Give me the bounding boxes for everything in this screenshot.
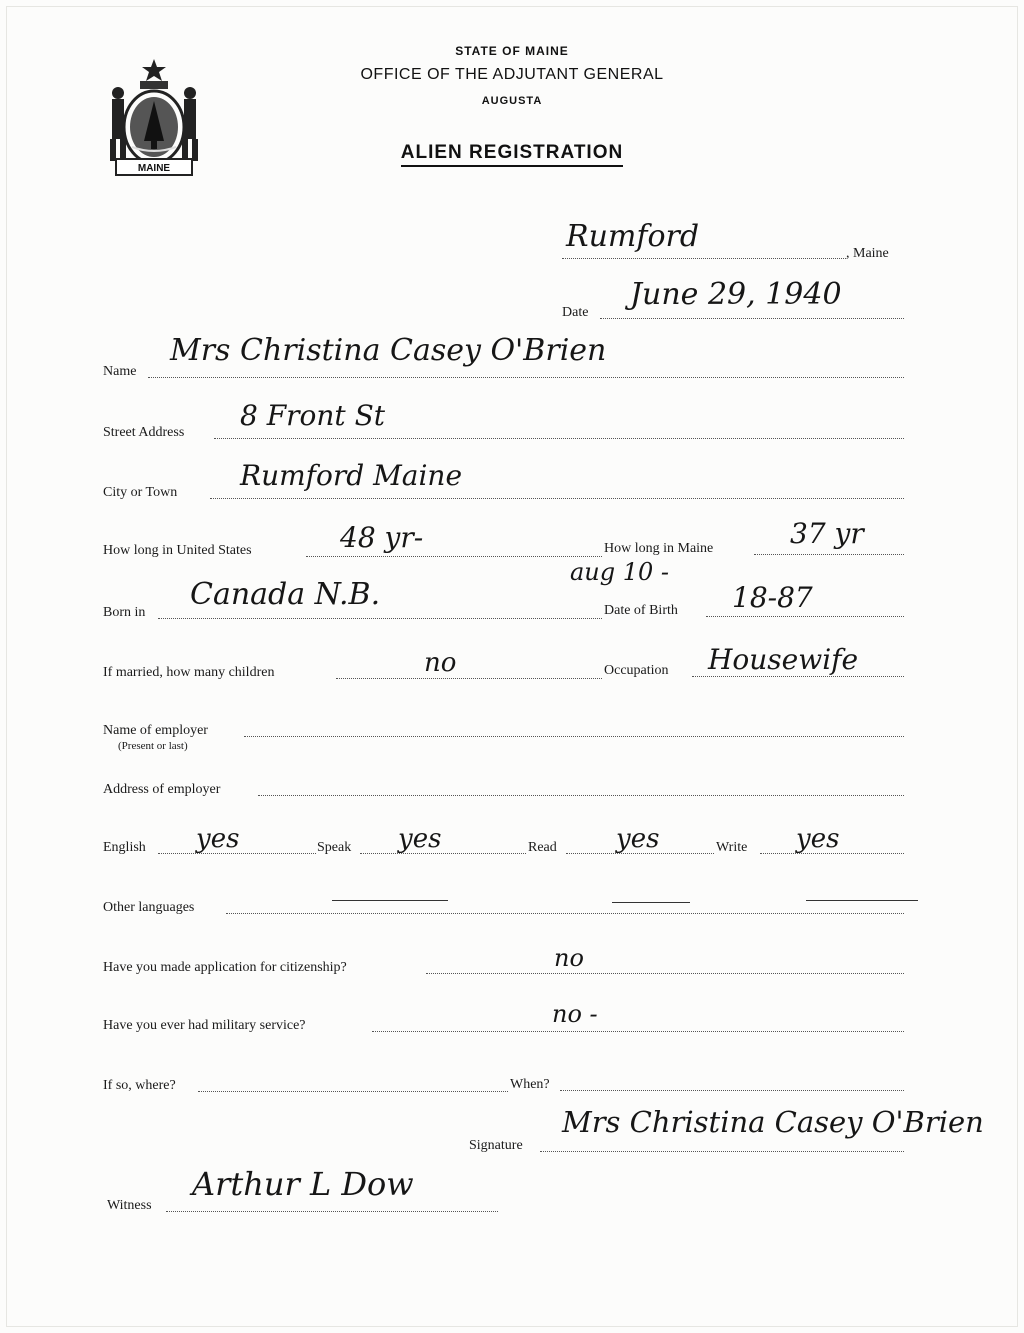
city-line bbox=[210, 498, 904, 499]
citizenship-label: Have you made application for citizenship? bbox=[103, 960, 347, 975]
city-value: Rumford Maine bbox=[240, 459, 463, 492]
signature-label: Signature bbox=[469, 1138, 523, 1153]
employer-address-label: Address of employer bbox=[103, 782, 221, 797]
other-lang-dash-3 bbox=[806, 900, 918, 901]
dob-value: 18-87 bbox=[732, 581, 813, 614]
speak-value: yes bbox=[398, 824, 442, 854]
other-languages-line bbox=[226, 913, 904, 914]
when-line bbox=[560, 1090, 904, 1091]
read-value: yes bbox=[616, 824, 660, 854]
occupation-label: Occupation bbox=[604, 663, 669, 678]
name-line bbox=[148, 377, 904, 378]
speak-label: Speak bbox=[317, 840, 352, 855]
dob-day-value: aug 10 - bbox=[570, 558, 670, 586]
military-line bbox=[372, 1031, 904, 1032]
header-city: AUGUSTA bbox=[481, 95, 543, 107]
street-value: 8 Front St bbox=[240, 399, 386, 432]
other-lang-dash-2 bbox=[612, 902, 690, 903]
children-line bbox=[336, 678, 602, 679]
occupation-line bbox=[692, 676, 904, 677]
how-long-us-line bbox=[306, 556, 602, 557]
form-title bbox=[0, 142, 1024, 164]
street-line bbox=[214, 438, 904, 439]
citizenship-line bbox=[426, 973, 904, 974]
employer-sub-label: (Present or last) bbox=[118, 740, 188, 752]
born-in-line bbox=[158, 618, 602, 619]
other-lang-dash-1 bbox=[332, 900, 448, 901]
date-label: Date bbox=[562, 305, 589, 320]
read-label: Read bbox=[528, 840, 557, 855]
header-state: STATE OF MAINE bbox=[455, 44, 569, 58]
born-in-value: Canada N.B. bbox=[190, 577, 381, 612]
witness-label: Witness bbox=[107, 1198, 152, 1213]
military-label: Have you ever had military service? bbox=[103, 1018, 306, 1033]
signature-line bbox=[540, 1151, 904, 1152]
signature-value: Mrs Christina Casey O'Brien bbox=[562, 1105, 984, 1139]
speak-line bbox=[360, 853, 526, 854]
write-label: Write bbox=[716, 840, 748, 855]
town-line bbox=[562, 258, 846, 259]
city-label: City or Town bbox=[103, 485, 178, 500]
employer-name-label: Name of employer bbox=[103, 723, 208, 738]
dob-label: Date of Birth bbox=[604, 603, 678, 618]
how-long-maine-value: 37 yr bbox=[790, 517, 864, 550]
seal-banner-text: MAINE bbox=[137, 163, 171, 174]
english-value: yes bbox=[196, 824, 240, 854]
write-value: yes bbox=[796, 824, 840, 854]
town-value: Rumford bbox=[566, 219, 700, 254]
witness-line bbox=[166, 1211, 498, 1212]
name-label: Name bbox=[103, 364, 137, 379]
witness-value: Arthur L Dow bbox=[192, 1165, 414, 1203]
if-so-where-label: If so, where? bbox=[103, 1078, 176, 1093]
english-label: English bbox=[103, 840, 146, 855]
citizenship-value: no bbox=[554, 944, 584, 972]
form-title-text: ALIEN REGISTRATION bbox=[401, 142, 623, 167]
how-long-maine-label: How long in Maine bbox=[604, 541, 714, 556]
when-label: When? bbox=[510, 1077, 550, 1092]
street-label: Street Address bbox=[103, 425, 185, 440]
born-in-label: Born in bbox=[103, 605, 146, 620]
how-long-us-value: 48 yr- bbox=[340, 521, 424, 554]
employer-name-line bbox=[244, 736, 904, 737]
other-languages-label: Other languages bbox=[103, 900, 195, 915]
maine-label: , Maine bbox=[846, 246, 889, 261]
how-long-us-label: How long in United States bbox=[103, 543, 252, 558]
name-value: Mrs Christina Casey O'Brien bbox=[170, 333, 607, 368]
if-so-where-line bbox=[198, 1091, 508, 1092]
date-line bbox=[600, 318, 904, 319]
header-office: OFFICE OF THE ADJUTANT GENERAL bbox=[360, 66, 664, 83]
occupation-value: Housewife bbox=[708, 643, 859, 676]
how-long-maine-line bbox=[754, 554, 904, 555]
children-label: If married, how many children bbox=[103, 665, 275, 680]
employer-address-line bbox=[258, 795, 904, 796]
date-value: June 29, 1940 bbox=[630, 277, 842, 312]
military-value: no - bbox=[552, 1000, 598, 1028]
dob-line bbox=[706, 616, 904, 617]
children-value: no bbox=[424, 648, 457, 678]
